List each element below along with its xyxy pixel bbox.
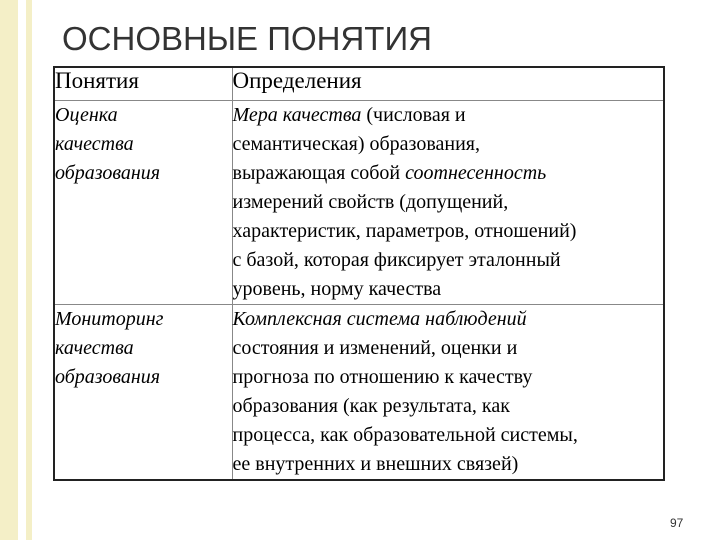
table-row (54, 305, 664, 481)
definition-line: ее внутренних и внешних связей) (232, 453, 519, 475)
term-line: Мониторинг (55, 308, 164, 330)
term-cell (54, 101, 232, 305)
left-decor-line (26, 0, 32, 540)
left-decor-bar (0, 0, 18, 540)
emphasis-text: Мера качества (232, 104, 362, 126)
definition-text: (числовая и (361, 104, 466, 126)
header-concepts: Понятия (54, 67, 232, 101)
term-line: образования (55, 366, 161, 388)
term-line: образования (55, 162, 161, 184)
concepts-table (53, 66, 665, 481)
page-number: 97 (670, 516, 684, 530)
term-line: Оценка (55, 104, 118, 126)
emphasis-text: Комплексная система наблюдений (232, 308, 527, 330)
slide-title: ОСНОВНЫЕ ПОНЯТИЯ (62, 20, 432, 57)
definition-line: семантическая) образования, (232, 133, 480, 155)
term-cell (54, 305, 232, 481)
term-line: качества (55, 133, 134, 155)
definition-line: с базой, которая фиксирует эталонный (232, 249, 561, 271)
table-header-row (54, 67, 664, 101)
definition-line: измерений свойств (допущений, (232, 191, 509, 213)
definition-line (233, 101, 664, 130)
definition-line (233, 305, 664, 334)
emphasis-text: соотнесенность (405, 162, 547, 184)
definition-line: процесса, как образовательной системы, (232, 424, 578, 446)
definition-line: состояния и изменений, оценки и (232, 337, 518, 359)
table-row (54, 101, 664, 305)
header-definitions: Определения (232, 67, 664, 101)
definition-cell (232, 305, 664, 481)
definition-text: выражающая собой (232, 162, 406, 184)
definition-line: образования (как результата, как (232, 395, 510, 417)
definition-line: характеристик, параметров, отношений) (232, 220, 577, 242)
definition-line: прогноза по отношению к качеству (232, 366, 533, 388)
definition-line (233, 159, 664, 188)
definition-line: уровень, норму качества (232, 278, 442, 300)
term-line: качества (55, 337, 134, 359)
definition-cell (232, 101, 664, 305)
